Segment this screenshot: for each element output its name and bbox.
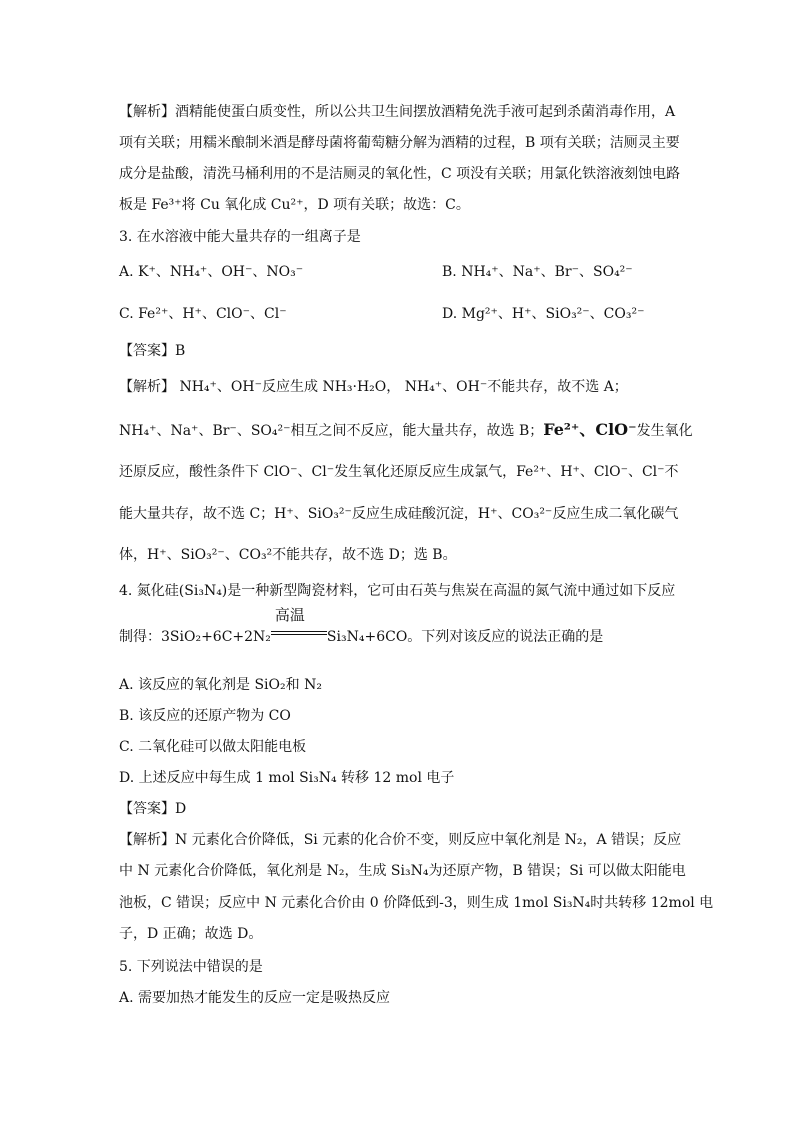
q3-option-c: C. Fe²⁺、H⁺、ClO⁻、Cl⁻ — [119, 306, 287, 322]
q3-option-a: A. K⁺、NH₄⁺、OH⁻、NO₃⁻ — [119, 264, 304, 280]
q3-analysis-line-2 — [119, 420, 693, 441]
analysis-label: 【解析】 — [119, 832, 175, 848]
q4-analysis-line-4: 子，D 正确；故选 D。 — [119, 926, 263, 942]
q2-analysis-line-2: 项有关联；用糯米酿制米酒是酵母菌将葡萄糖分解为酒精的过程，B 项有关联；洁厕灵主要 — [119, 135, 680, 151]
q4-option-b: B. 该反应的还原产物为 CO — [119, 708, 291, 724]
q3-option-b: B. NH₄⁺、Na⁺、Br⁻、SO₄²⁻ — [442, 264, 633, 280]
analysis-label: 【解析】 — [119, 104, 175, 120]
q4-option-c: C. 二氧化硅可以做太阳能电板 — [119, 739, 307, 755]
q4-option-a: A. 该反应的氧化剂是 SiO₂和 N₂ — [119, 677, 322, 693]
q4-stem-line-1: 4. 氮化硅(Si₃N₄)是一种新型陶瓷材料，它可由石英与焦炭在高温的氮气流中通过如下反应 — [119, 583, 676, 599]
reaction-condition: 高温 — [274, 606, 305, 624]
equation-left: 制得：3SiO₂+6C+2N₂ — [119, 629, 271, 645]
q3-option-d: D. Mg²⁺、H⁺、SiO₃²⁻、CO₃²⁻ — [442, 306, 645, 322]
analysis-text-bold: Fe²⁺、ClO⁻ — [543, 420, 637, 439]
q3-answer: 【答案】B — [119, 343, 186, 359]
analysis-text: NH₄⁺、OH⁻反应生成 NH₃·H₂O， NH₄⁺、OH⁻不能共存，故不选 A； — [179, 379, 628, 395]
analysis-text: N 元素化合价降低，Si 元素的化合价不变，则反应中氧化剂是 N₂，A 错误；反应 — [175, 832, 682, 848]
q3-analysis-line-5: 体，H⁺、SiO₃²⁻、CO₃²不能共存，故不选 D；选 B。 — [119, 547, 457, 563]
q5-option-a: A. 需要加热才能发生的反应一定是吸热反应 — [119, 990, 391, 1006]
q3-stem: 3. 在水溶液中能大量共存的一组离子是 — [119, 229, 361, 245]
analysis-text: NH₄⁺、Na⁺、Br⁻、SO₄²⁻相互之间不反应，能大量共存，故选 B； — [119, 423, 544, 439]
analysis-text: 酒精能使蛋白质变性，所以公共卫生间摆放酒精免洗手液可起到杀菌消毒作用，A — [175, 104, 676, 120]
q2-analysis-line-3: 成分是盐酸，清洗马桶利用的不是洁厕灵的氧化性，C 项没有关联；用氯化铁溶液刻蚀电路 — [119, 166, 681, 182]
q5-stem: 5. 下列说法中错误的是 — [119, 959, 263, 975]
q4-analysis-line-2: 中 N 元素化合价降低，氧化剂是 N₂，生成 Si₃N₄为还原产物，B 错误；Si 可以做太阳能电 — [119, 863, 686, 879]
q4-analysis-line-1 — [119, 830, 681, 850]
q3-analysis-line-3: 还原反应，酸性条件下 ClO⁻、Cl⁻发生氧化还原反应生成氯气，Fe²⁺、H⁺、ClO⁻、Cl⁻不 — [119, 464, 679, 480]
q4-analysis-line-3: 池板，C 错误；反应中 N 元素化合价由 0 价降低到-3，则生成 1mol Si₃N₄时共转移 12mol 电 — [119, 895, 714, 911]
equation-arrow — [271, 606, 327, 641]
q4-stem-line-2 — [119, 606, 604, 647]
analysis-label: 【解析】 — [119, 379, 175, 395]
q2-analysis-line-1 — [119, 102, 675, 122]
q3-analysis-line-4: 能大量共存，故不选 C；H⁺、SiO₃²⁻反应生成硅酸沉淀，H⁺、CO₃²⁻反应生成二氧化碳气 — [119, 506, 679, 522]
equation-right: Si₃N₄+6CO。下列对该反应的说法正确的是 — [326, 629, 604, 645]
q3-analysis-line-1 — [119, 377, 628, 397]
q4-option-d: D. 上述反应中每生成 1 mol Si₃N₄ 转移 12 mol 电子 — [119, 770, 455, 786]
q2-analysis-line-4: 板是 Fe³⁺将 Cu 氧化成 Cu²⁺，D 项有关联；故选：C。 — [119, 197, 470, 213]
analysis-text: 发生氧化 — [636, 423, 693, 439]
q4-answer: 【答案】D — [119, 801, 187, 817]
